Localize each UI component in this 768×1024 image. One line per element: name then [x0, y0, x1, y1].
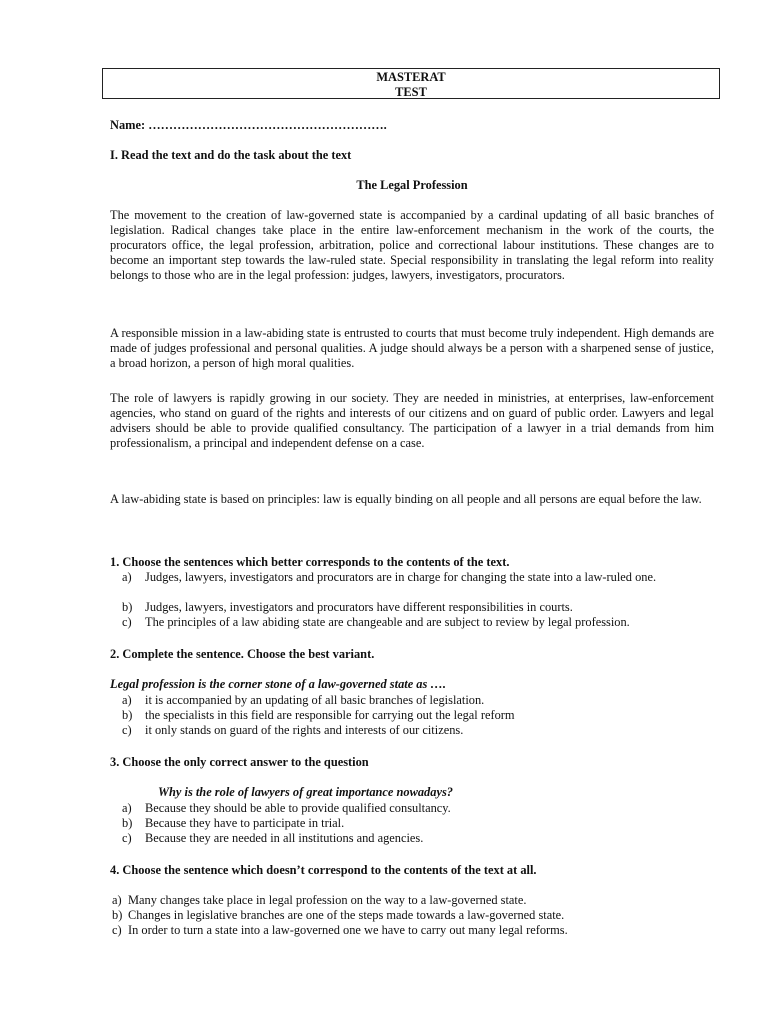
- option-text: In order to turn a state into a law-governed one we have to carry out many legal reforms.: [128, 923, 568, 937]
- header-line-1: MASTERAT: [376, 70, 446, 84]
- option-text: the specialists in this field are responsible for carrying out the legal reform: [145, 708, 515, 722]
- option-text: Changes in legislative branches are one of the steps made towards a law-governed state.: [128, 908, 565, 922]
- option-text: it is accompanied by an updating of all basic branches of legislation.: [145, 693, 485, 707]
- text-title: The Legal Profession: [356, 178, 468, 192]
- question-4-title: 4. Choose the sentence which doesn’t correspond to the contents of the text at all.: [110, 863, 537, 877]
- option-letter: c): [122, 615, 132, 629]
- paragraph-3: The role of lawyers is rapidly growing in our society. They are needed in ministries, at enterprises, law-enforcement agencies, who stand on guard of the rights and interests of our citizens and on guard of public order. Lawyers and legal advisers should be able to provide qualified consultancy. The participation of a lawyer in a trial demands from him professionalism, a principal and independent defense on a case.: [110, 391, 714, 450]
- header-box: [102, 68, 720, 99]
- option-letter: a): [122, 801, 132, 815]
- question-2-title: 2. Complete the sentence. Choose the best variant.: [110, 647, 375, 661]
- name-line: Name: ………………………………………………….: [110, 118, 387, 132]
- option-letter: a): [112, 893, 122, 907]
- question-3-prompt: Why is the role of lawyers of great importance nowadays?: [158, 785, 453, 799]
- section-title: I. Read the text and do the task about the text: [110, 148, 352, 162]
- option-text: Many changes take place in legal profession on the way to a law-governed state.: [128, 893, 527, 907]
- option-letter: c): [122, 723, 132, 737]
- option-text: Because they are needed in all institutions and agencies.: [145, 831, 424, 845]
- option-text: it only stands on guard of the rights and interests of our citizens.: [145, 723, 464, 737]
- paragraph-4: A law-abiding state is based on principles: law is equally binding on all people and all persons are equal before the law.: [110, 492, 702, 506]
- question-1-title: 1. Choose the sentences which better corresponds to the contents of the text.: [110, 555, 510, 569]
- option-letter: b): [122, 708, 133, 722]
- option-text: The principles of a law abiding state are changeable and are subject to review by legal profession.: [145, 615, 630, 629]
- option-letter: a): [122, 570, 132, 584]
- option-text: Judges, lawyers, investigators and procurators are in charge for changing the state into a law-ruled one.: [145, 570, 657, 584]
- option-letter: c): [122, 831, 132, 845]
- question-3-title: 3. Choose the only correct answer to the question: [110, 755, 369, 769]
- option-text: Because they have to participate in trial.: [145, 816, 345, 830]
- header-line-2: TEST: [395, 85, 427, 99]
- question-2-prompt: Legal profession is the corner stone of a law-governed state as ….: [110, 677, 446, 691]
- option-text: Judges, lawyers, investigators and procurators have different responsibilities in courts.: [145, 600, 573, 614]
- option-letter: a): [122, 693, 132, 707]
- paragraph-2: A responsible mission in a law-abiding state is entrusted to courts that must become truly independent. High demands are made of judges professional and personal qualities. A judge should always be a person with a sharpened sense of justice, a broad horizon, a person of high moral qualities.: [110, 326, 714, 370]
- paragraph-1: The movement to the creation of law-governed state is accompanied by a cardinal updating of all basic branches of legislation. Radical changes take place in the entire law-enforcement mechanism in the work of the courts, the procurators office, the legal profession, arbitration, police and correctional labour institutions. These changes are to become an important step towards the law-ruled state. Special responsibility in translating the legal reform into reality belongs to those who are in the legal profession: judges, lawyers, investigators, procurators.: [110, 208, 714, 282]
- option-letter: c): [112, 923, 122, 937]
- option-letter: b): [112, 908, 123, 922]
- option-letter: b): [122, 600, 133, 614]
- option-text: Because they should be able to provide qualified consultancy.: [145, 801, 451, 815]
- option-letter: b): [122, 816, 133, 830]
